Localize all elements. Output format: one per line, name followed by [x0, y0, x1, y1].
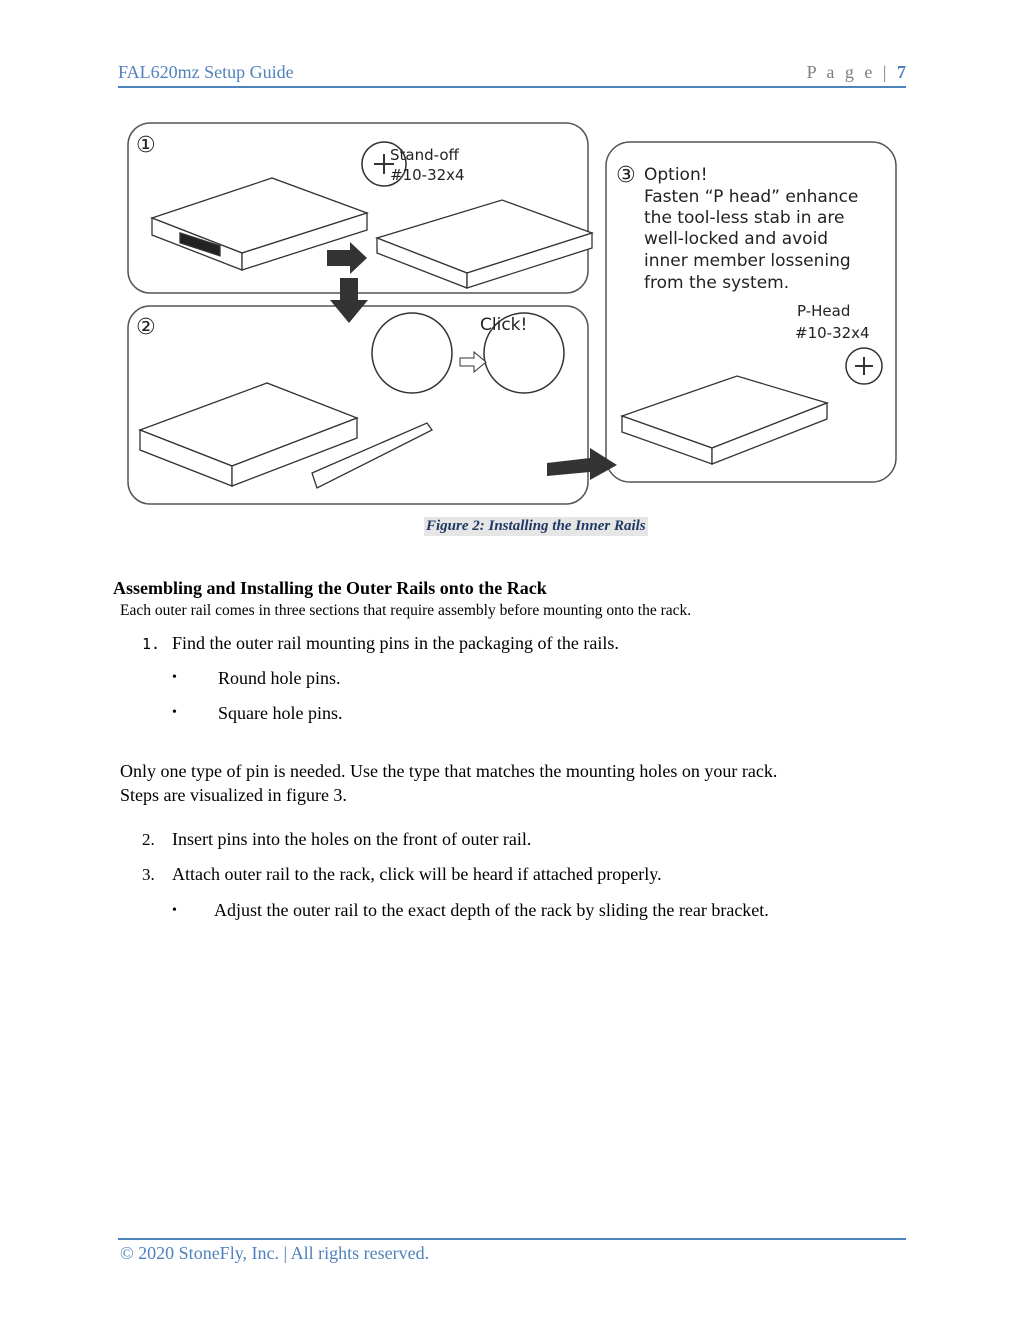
step-3-line-3: the tool-less stab in are — [644, 208, 845, 228]
section-intro: Each outer rail comes in three sections that require assembly before mounting onto the rack. — [120, 602, 692, 619]
step-2-text: Insert pins into the holes on the front of outer rail. — [172, 829, 532, 849]
standoff-label-1: Stand-off — [390, 146, 459, 164]
step-3-text — [644, 165, 858, 293]
section-heading: Assembling and Installing the Outer Rails onto the Rack — [113, 578, 547, 598]
step-1-marker: ① — [136, 133, 156, 158]
phead-label-2: #10-32x4 — [795, 324, 870, 342]
page-label: P a g e | — [806, 62, 890, 82]
footer-divider — [118, 1238, 906, 1240]
server-illustration-2 — [377, 200, 592, 288]
standoff-label-2: #10-32x4 — [390, 166, 465, 184]
pin-note-line-2: Steps are visualized in figure 3. — [120, 785, 347, 805]
bullet-icon: • — [172, 705, 177, 720]
pin-note — [120, 759, 880, 807]
step-3-line-2: Fasten “P head” enhance — [644, 187, 859, 207]
down-arrow-icon — [330, 278, 368, 323]
step-3-line-4: well-locked and avoid — [644, 229, 829, 249]
step-3-line-1: Option! — [644, 165, 708, 185]
right-arrow-icon — [327, 242, 367, 274]
page-number-value: 7 — [897, 62, 906, 82]
step-2-number: 2. — [142, 830, 155, 849]
bullet-round-hole: Round hole pins. — [218, 668, 341, 688]
document-title: FAL620mz Setup Guide — [118, 62, 294, 82]
rail-detail-icon — [372, 313, 452, 393]
bullet-icon: • — [172, 903, 177, 918]
step-3-line-6: from the system. — [644, 273, 790, 293]
inner-rails-figure — [122, 118, 902, 510]
pin-note-line-1: Only one type of pin is needed. Use the type that matches the mounting holes on your rack. — [120, 761, 778, 781]
step-3-number: 3. — [142, 865, 155, 884]
step-1-text: Find the outer rail mounting pins in the packaging of the rails. — [172, 633, 619, 653]
click-label: Click! — [480, 315, 528, 335]
step-2-marker: ② — [136, 315, 156, 340]
step-3-text: Attach outer rail to the rack, click will be heard if attached properly. — [172, 864, 662, 884]
step-3-line-5: inner member lossening — [644, 251, 851, 271]
figure-caption: Figure 2: Installing the Inner Rails — [426, 518, 646, 534]
step-1-number: 1. — [142, 635, 161, 653]
server-illustration-4 — [622, 376, 827, 464]
page-number — [807, 62, 906, 83]
bullet-square-hole: Square hole pins. — [218, 703, 343, 723]
page-header — [118, 60, 906, 88]
footer-copyright: © 2020 StoneFly, Inc. | All rights reserved. — [120, 1243, 430, 1263]
hollow-arrow-icon — [460, 352, 486, 372]
bullet-icon: • — [172, 670, 177, 685]
bullet-adjust-depth: Adjust the outer rail to the exact depth of the rack by sliding the rear bracket. — [214, 900, 769, 920]
phead-label-1: P-Head — [797, 302, 851, 320]
step-3-marker: ③ — [616, 163, 636, 188]
